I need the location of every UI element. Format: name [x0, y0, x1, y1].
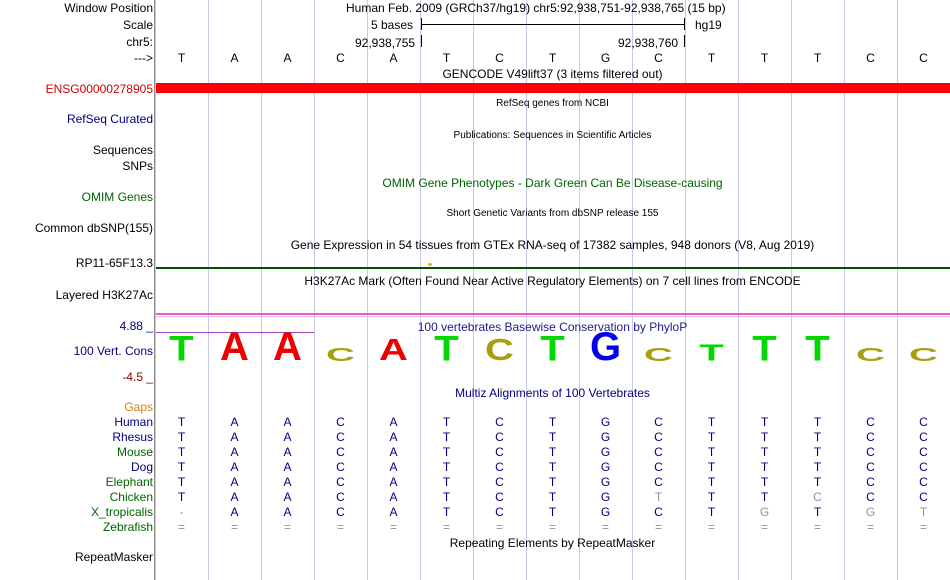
alignment-base: A	[230, 490, 239, 504]
alignment-base: T	[548, 505, 557, 519]
alignment-base: A	[283, 490, 292, 504]
alignment-base: A	[230, 460, 239, 474]
alignment-base: C	[336, 475, 345, 489]
scale-bar-right-tick	[684, 18, 685, 30]
alignment-base: G	[600, 505, 611, 519]
alignment-base: =	[760, 520, 768, 534]
alignment-base: C	[866, 445, 875, 459]
alignment-base: =	[866, 520, 874, 534]
alignment-base: =	[707, 520, 715, 534]
alignment-base: =	[336, 520, 344, 534]
alignment-base: A	[283, 505, 292, 519]
alignment-base: T	[707, 460, 716, 474]
gencode-track-title[interactable]: GENCODE V49lift37 (3 items filtered out)	[442, 67, 663, 81]
alignment-base: A	[389, 460, 398, 474]
ruler-base: C	[336, 51, 345, 65]
alignment-base: A	[230, 505, 239, 519]
h3k27ac-signal-line-light	[156, 316, 950, 317]
alignment-base: C	[336, 505, 345, 519]
alignment-base: C	[336, 490, 345, 504]
alignment-base: C	[654, 430, 663, 444]
alignment-base: A	[283, 430, 292, 444]
alignment-base: A	[389, 415, 398, 429]
alignment-base: T	[442, 430, 451, 444]
alignment-base: T	[707, 445, 716, 459]
alignment-base: C	[495, 445, 504, 459]
conservation-min-label: -4.5 _	[122, 370, 153, 384]
alignment-base: C	[654, 475, 663, 489]
conservation-logo-letter: T	[805, 329, 830, 369]
conservation-logo-letter: C	[909, 344, 938, 366]
alignment-base: G	[600, 430, 611, 444]
conservation-logo-letter: C	[644, 344, 673, 366]
alignment-base: T	[548, 430, 557, 444]
alignment-base: C	[919, 475, 928, 489]
alignment-base: T	[813, 460, 822, 474]
alignment-base: T	[442, 445, 451, 459]
alignment-base: T	[548, 475, 557, 489]
species-label[interactable]: Chicken	[109, 490, 153, 504]
alignment-base: C	[336, 445, 345, 459]
alignment-base: C	[654, 445, 663, 459]
multiz-alignment-block	[0, 415, 950, 535]
alignment-base: T	[177, 415, 186, 429]
conservation-logo-letter: T	[699, 340, 724, 366]
conservation-logo-letter: T	[540, 329, 565, 369]
alignment-base: =	[283, 520, 291, 534]
alignment-base: T	[760, 475, 769, 489]
ruler-position-left: 92,938,755	[355, 36, 416, 50]
gencode-item-label[interactable]: ENSG00000278905	[45, 82, 153, 96]
alignment-base: T	[548, 415, 557, 429]
species-label[interactable]: X_tropicalis	[90, 505, 153, 519]
conservation-logo-letter: T	[434, 329, 459, 369]
h3k27ac-signal-line	[156, 313, 950, 315]
alignment-base: C	[919, 430, 928, 444]
conservation-logo-letter: A	[220, 325, 249, 369]
conservation-logo-letter: C	[485, 333, 514, 368]
h3k27ac-track-title[interactable]: H3K27Ac Mark (Often Found Near Active Regulatory Elements) on 7 cell lines from ENCODE	[304, 274, 801, 288]
scale-bar-line	[421, 24, 684, 25]
scale-label: Scale	[122, 18, 153, 32]
alignment-base: A	[389, 505, 398, 519]
alignment-base: A	[230, 415, 239, 429]
alignment-base: =	[654, 520, 662, 534]
alignment-base: T	[707, 415, 716, 429]
alignment-base: C	[654, 415, 663, 429]
gtex-expression-line[interactable]	[156, 267, 950, 269]
gtex-track-title[interactable]: Gene Expression in 54 tissues from GTEx RNA-seq of 17382 samples, 948 donors (V8, Aug 2019)	[290, 238, 815, 252]
alignment-base: T	[919, 505, 928, 519]
ruler-position-right: 92,938,760	[618, 36, 679, 50]
alignment-base: T	[760, 445, 769, 459]
sequences-track-label[interactable]: Sequences	[92, 143, 153, 157]
alignment-base: G	[600, 415, 611, 429]
ruler-base: T	[760, 51, 769, 65]
gtex-item-label[interactable]: RP11-65F13.3	[75, 256, 153, 270]
gtex-expression-mark	[428, 263, 432, 266]
ruler-base: T	[442, 51, 451, 65]
repeatmasker-track-label[interactable]: RepeatMasker	[74, 550, 153, 564]
alignment-base: T	[707, 505, 716, 519]
alignment-base: C	[919, 490, 928, 504]
alignment-base: A	[283, 445, 292, 459]
alignment-base: A	[283, 460, 292, 474]
ruler-base: A	[389, 51, 398, 65]
multiz-track-title[interactable]: Multiz Alignments of 100 Vertebrates	[455, 386, 650, 400]
strand-label: --->	[134, 51, 153, 65]
alignment-base: C	[866, 415, 875, 429]
alignment-base: C	[813, 490, 822, 504]
alignment-base: T	[813, 430, 822, 444]
alignment-base: C	[866, 430, 875, 444]
alignment-base: T	[177, 445, 186, 459]
alignment-base: T	[813, 415, 822, 429]
gaps-track-label[interactable]: Gaps	[124, 400, 153, 414]
scale-bar-left-tick	[421, 18, 422, 30]
window-position-label: Window Position	[64, 1, 153, 15]
species-label[interactable]: Mouse	[116, 445, 153, 459]
species-label[interactable]: Human	[114, 415, 153, 429]
alignment-base: C	[866, 460, 875, 474]
alignment-base: T	[707, 430, 716, 444]
conservation-logo-letter: C	[856, 344, 885, 366]
scale-bar-db: hg19	[695, 18, 722, 32]
alignment-base: =	[813, 520, 821, 534]
conservation-logo-letter: T	[752, 329, 777, 369]
conservation-track-label[interactable]: 100 Vert. Cons	[73, 344, 153, 358]
alignment-base: =	[495, 520, 503, 534]
ruler-base: T	[707, 51, 716, 65]
alignment-base: A	[389, 430, 398, 444]
h3k27ac-track-label[interactable]: Layered H3K27Ac	[55, 288, 153, 302]
alignment-base: C	[919, 415, 928, 429]
alignment-base: C	[495, 460, 504, 474]
ruler-base: T	[548, 51, 557, 65]
dbsnp-track-title[interactable]: Short Genetic Variants from dbSNP release 155	[446, 208, 659, 219]
alignment-base: =	[601, 520, 609, 534]
alignment-base: A	[389, 475, 398, 489]
alignment-base: G	[759, 505, 770, 519]
alignment-base: T	[442, 415, 451, 429]
alignment-base: C	[336, 430, 345, 444]
ruler-tick-right	[684, 35, 685, 47]
repeatmasker-track-title[interactable]: Repeating Elements by RepeatMasker	[449, 536, 656, 550]
alignment-base: A	[283, 475, 292, 489]
omim-track-label[interactable]: OMIM Genes	[81, 190, 153, 204]
ruler-base: T	[813, 51, 822, 65]
alignment-base: C	[495, 415, 504, 429]
conservation-logo-letter: T	[169, 329, 194, 369]
refseq-track-title[interactable]: RefSeq genes from NCBI	[496, 98, 609, 109]
alignment-base: C	[495, 475, 504, 489]
alignment-base: T	[760, 490, 769, 504]
publications-track-title[interactable]: Publications: Sequences in Scientific Articles	[453, 130, 652, 141]
alignment-base: T	[813, 505, 822, 519]
alignment-base: G	[600, 475, 611, 489]
omim-track-title[interactable]: OMIM Gene Phenotypes - Dark Green Can Be Disease-causing	[382, 176, 723, 190]
ruler-base: G	[600, 51, 611, 65]
ruler-base: C	[654, 51, 663, 65]
alignment-base: C	[336, 460, 345, 474]
alignment-base: -	[179, 505, 184, 519]
alignment-base: A	[283, 415, 292, 429]
conservation-max-label: 4.88 _	[119, 319, 153, 333]
alignment-base: C	[495, 490, 504, 504]
gencode-gene-bar[interactable]	[156, 83, 950, 93]
dbsnp-track-label[interactable]: Common dbSNP(155)	[34, 221, 153, 235]
alignment-base: C	[495, 505, 504, 519]
alignment-base: =	[177, 520, 185, 534]
alignment-base: C	[654, 505, 663, 519]
alignment-base: G	[600, 445, 611, 459]
conservation-logo-letter: C	[326, 344, 355, 366]
alignment-base: A	[230, 475, 239, 489]
alignment-base: T	[548, 490, 557, 504]
alignment-base: C	[919, 445, 928, 459]
alignment-base: T	[707, 490, 716, 504]
ruler-base: C	[495, 51, 504, 65]
conservation-logo-letter: A	[273, 325, 302, 369]
species-label[interactable]: Dog	[130, 460, 153, 474]
alignment-base: =	[230, 520, 238, 534]
alignment-base: T	[442, 460, 451, 474]
alignment-base: A	[389, 445, 398, 459]
conservation-logo-letter: A	[379, 333, 408, 368]
alignment-base: T	[442, 475, 451, 489]
refseq-track-label[interactable]: RefSeq Curated	[66, 112, 153, 126]
alignment-base: T	[760, 460, 769, 474]
snps-track-label[interactable]: SNPs	[122, 159, 153, 173]
assembly-position-text: Human Feb. 2009 (GRCh37/hg19) chr5:92,938,751-92,938,765 (15 bp)	[346, 1, 726, 15]
species-label[interactable]: Zebrafish	[102, 520, 153, 534]
base-sequence-row	[0, 51, 950, 65]
chrom-label: chr5:	[126, 35, 153, 49]
species-label[interactable]: Elephant	[105, 475, 153, 489]
alignment-base: T	[177, 475, 186, 489]
alignment-base: T	[177, 430, 186, 444]
alignment-base: T	[654, 490, 663, 504]
alignment-base: G	[865, 505, 876, 519]
alignment-base: A	[230, 445, 239, 459]
alignment-base: T	[760, 430, 769, 444]
ruler-base: A	[230, 51, 239, 65]
alignment-base: =	[389, 520, 397, 534]
alignment-base: T	[177, 490, 186, 504]
alignment-base: C	[866, 490, 875, 504]
alignment-base: C	[866, 475, 875, 489]
alignment-base: T	[442, 505, 451, 519]
alignment-base: T	[813, 475, 822, 489]
alignment-base: C	[336, 415, 345, 429]
alignment-base: C	[654, 460, 663, 474]
alignment-base: T	[707, 475, 716, 489]
alignment-base: T	[548, 445, 557, 459]
scale-bar-text: 5 bases	[371, 18, 414, 32]
alignment-base: G	[600, 490, 611, 504]
alignment-base: T	[760, 415, 769, 429]
conservation-logo-letter: G	[589, 325, 622, 369]
ruler-base: A	[283, 51, 292, 65]
alignment-base: =	[548, 520, 556, 534]
alignment-base: A	[389, 490, 398, 504]
ruler-base: C	[919, 51, 928, 65]
ruler-tick-left	[421, 35, 422, 47]
alignment-base: T	[548, 460, 557, 474]
conservation-track-title[interactable]: 100 vertebrates Basewise Conservation by PhyloP	[417, 320, 688, 334]
alignment-base: =	[442, 520, 450, 534]
alignment-base: =	[919, 520, 927, 534]
species-label[interactable]: Rhesus	[112, 430, 153, 444]
alignment-base: C	[495, 430, 504, 444]
alignment-base: G	[600, 460, 611, 474]
alignment-base: T	[813, 445, 822, 459]
alignment-base: T	[442, 490, 451, 504]
alignment-base: A	[230, 430, 239, 444]
ruler-base: T	[177, 51, 186, 65]
ruler-base: C	[866, 51, 875, 65]
alignment-base: T	[177, 460, 186, 474]
alignment-base: C	[919, 460, 928, 474]
